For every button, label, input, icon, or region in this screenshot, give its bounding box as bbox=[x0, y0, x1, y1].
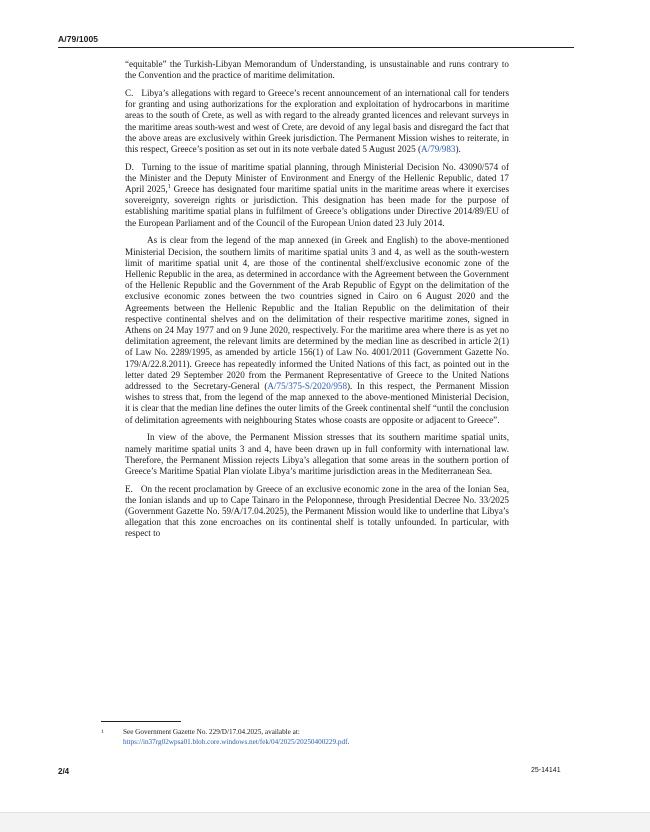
footnote-number: 1 bbox=[101, 729, 104, 735]
footnote-reference[interactable]: 1 bbox=[167, 183, 171, 190]
paragraph-e bbox=[125, 484, 509, 540]
footnote-text: See Government Gazette No. 229/D/17.04.2025, available at: bbox=[123, 728, 300, 736]
paragraph-mark-d: D. bbox=[125, 161, 134, 172]
viewer-bottom-bar bbox=[0, 812, 650, 832]
paragraph-c-tail: ). bbox=[455, 143, 461, 154]
paragraph-mark-e: E. bbox=[125, 483, 133, 494]
paragraph-map-legend-text: As is clear from the legend of the map annexed (in Greek and English) to the above-mentioned Ministerial Decision, the southern limits of maritime spatial units 3 and 4, as well as the south-western limit of maritime spatial unit 4, are those of the continental shelf/exclusive economic zone of the Hellenic Republic in the area, as determined in accordance with the Agreement between the Government of the Hellenic Republic and the Government of the Arab Republic of Egypt on the delimitation of the exclusive economic zones between the two countries signed in Cairo on 6 August 2020 and the Agreements between the Hellenic Republic and the Italian Republic on the delimitation of their respective continental shelves and on the delimitation of their respective maritime zones, signed in Athens on 24 May 1977 and on 9 June 2020, respectively. For the maritime area where there is as yet no delimitation agreement, the relevant limits are determined by the median line as described in article 2(1) of Law No. 2289/1995, as amended by article 156(1) of Law No. 4001/2011 (Government Gazette No. 179/A/22.8.2011). Greece has repeatedly informed the United Nations of this fact, as pointed out in the letter dated 29 September 2020 from the Permanent Representative of Greece to the United Nations addressed to the Secretary-General ( bbox=[125, 235, 509, 391]
paragraph-d-tail: Greece has designated four maritime spatial units in the maritime areas where it exercises sovereignty, sovereign rights or jurisdiction. This designation has been made for the purpose of establishing maritime spatial plans in fulfilment of Greece’s obligations under Directive 2014/89/EU of the European Parliament and of the Council of the European Union dated 23 July 2014. bbox=[125, 184, 510, 228]
document-link-a75375[interactable]: A/75/375-S/2020/958 bbox=[267, 380, 348, 391]
paragraph-map-legend-tail: ). In this respect, the Permanent Mission wishes to stress that, from the legend of the map annexed to the above-mentioned Ministerial Decision, it is clear that the median line defines the outer limits of the Greek continental shelf “until the conclusion of delimitation agreements with neighbouring States whose coasts are opposite or adjacent to Greece”. bbox=[125, 380, 509, 425]
footnote bbox=[101, 727, 511, 747]
paragraph-e-text: On the recent proclamation by Greece of an exclusive economic zone in the area of the Ionian Sea, the Ionian islands and up to Cape Tainaro in the Peloponnese, through Presidential Decree No. 33/2025 (Government Gazette No. 59/A/17.04.2025), the Permanent Mission would like to underline that Libya’s allegation that this zone encroaches on its continental shelf is totally unfounded. In particular, with respect to bbox=[125, 483, 509, 539]
footnote-rule bbox=[101, 721, 181, 722]
paragraph-conclusion: In view of the above, the Permanent Mission stresses that its southern maritime spatial units, namely maritime spatial units 3 and 4, have been drawn up in full conformity with international law. Therefore, the Permanent Mission rejects Libya’s allegation that some areas in the southern portion of Greece’s Maritime Spatial Plan violate Libya’s maritime jurisdiction areas in the Mediterranean Sea. bbox=[125, 432, 509, 476]
footnote-url-tail: . bbox=[347, 738, 350, 746]
paragraph-map-legend bbox=[125, 235, 509, 425]
paragraph-mark-c: C. bbox=[125, 87, 134, 98]
footnote-body bbox=[123, 727, 503, 747]
paragraph-d-text: Turning to the issue of maritime spatial planning, through Ministerial Decision No. 43090/574 of the Minister and the Deputy Minister of Environment and Energy of the Hellenic Republic, dated 17 April 2025, bbox=[125, 161, 509, 195]
paragraph-continuation: “equitable” the Turkish-Libyan Memorandum of Understanding, is unsustainable and runs contrary to the Convention and the practice of maritime delimitation. bbox=[125, 59, 509, 81]
paragraph-d bbox=[125, 162, 509, 229]
document-link-a79983[interactable]: A/79/983 bbox=[421, 143, 456, 154]
job-number: 25-14141 bbox=[531, 767, 561, 774]
document-body bbox=[125, 59, 509, 546]
page-number: 2/4 bbox=[58, 767, 70, 776]
paragraph-c bbox=[125, 88, 509, 155]
paragraph-c-text: Libya’s allegations with regard to Greece’s recent announcement of an international call for tenders for granting and using authorizations for the exploration and exploitation of hydrocarbons in maritime areas to the south of Crete, as well as with regard to the already granted licences and relevant surveys in the maritime areas south-west and west of Crete, are devoid of any legal basis and disregard the fact that the above areas are exclusively within Greek jurisdiction. The Permanent Mission wishes to reiterate, in this respect, Greece’s position as set out in its note verbale dated 5 August 2025 ( bbox=[125, 87, 509, 154]
document-symbol: A/79/1005 bbox=[58, 34, 99, 44]
footnote-url-link[interactable]: https://in37rg02wpsa01.blob.core.windows.net/fek/04/2025/20250400229.pdf bbox=[123, 738, 348, 746]
header-rule bbox=[58, 47, 574, 48]
